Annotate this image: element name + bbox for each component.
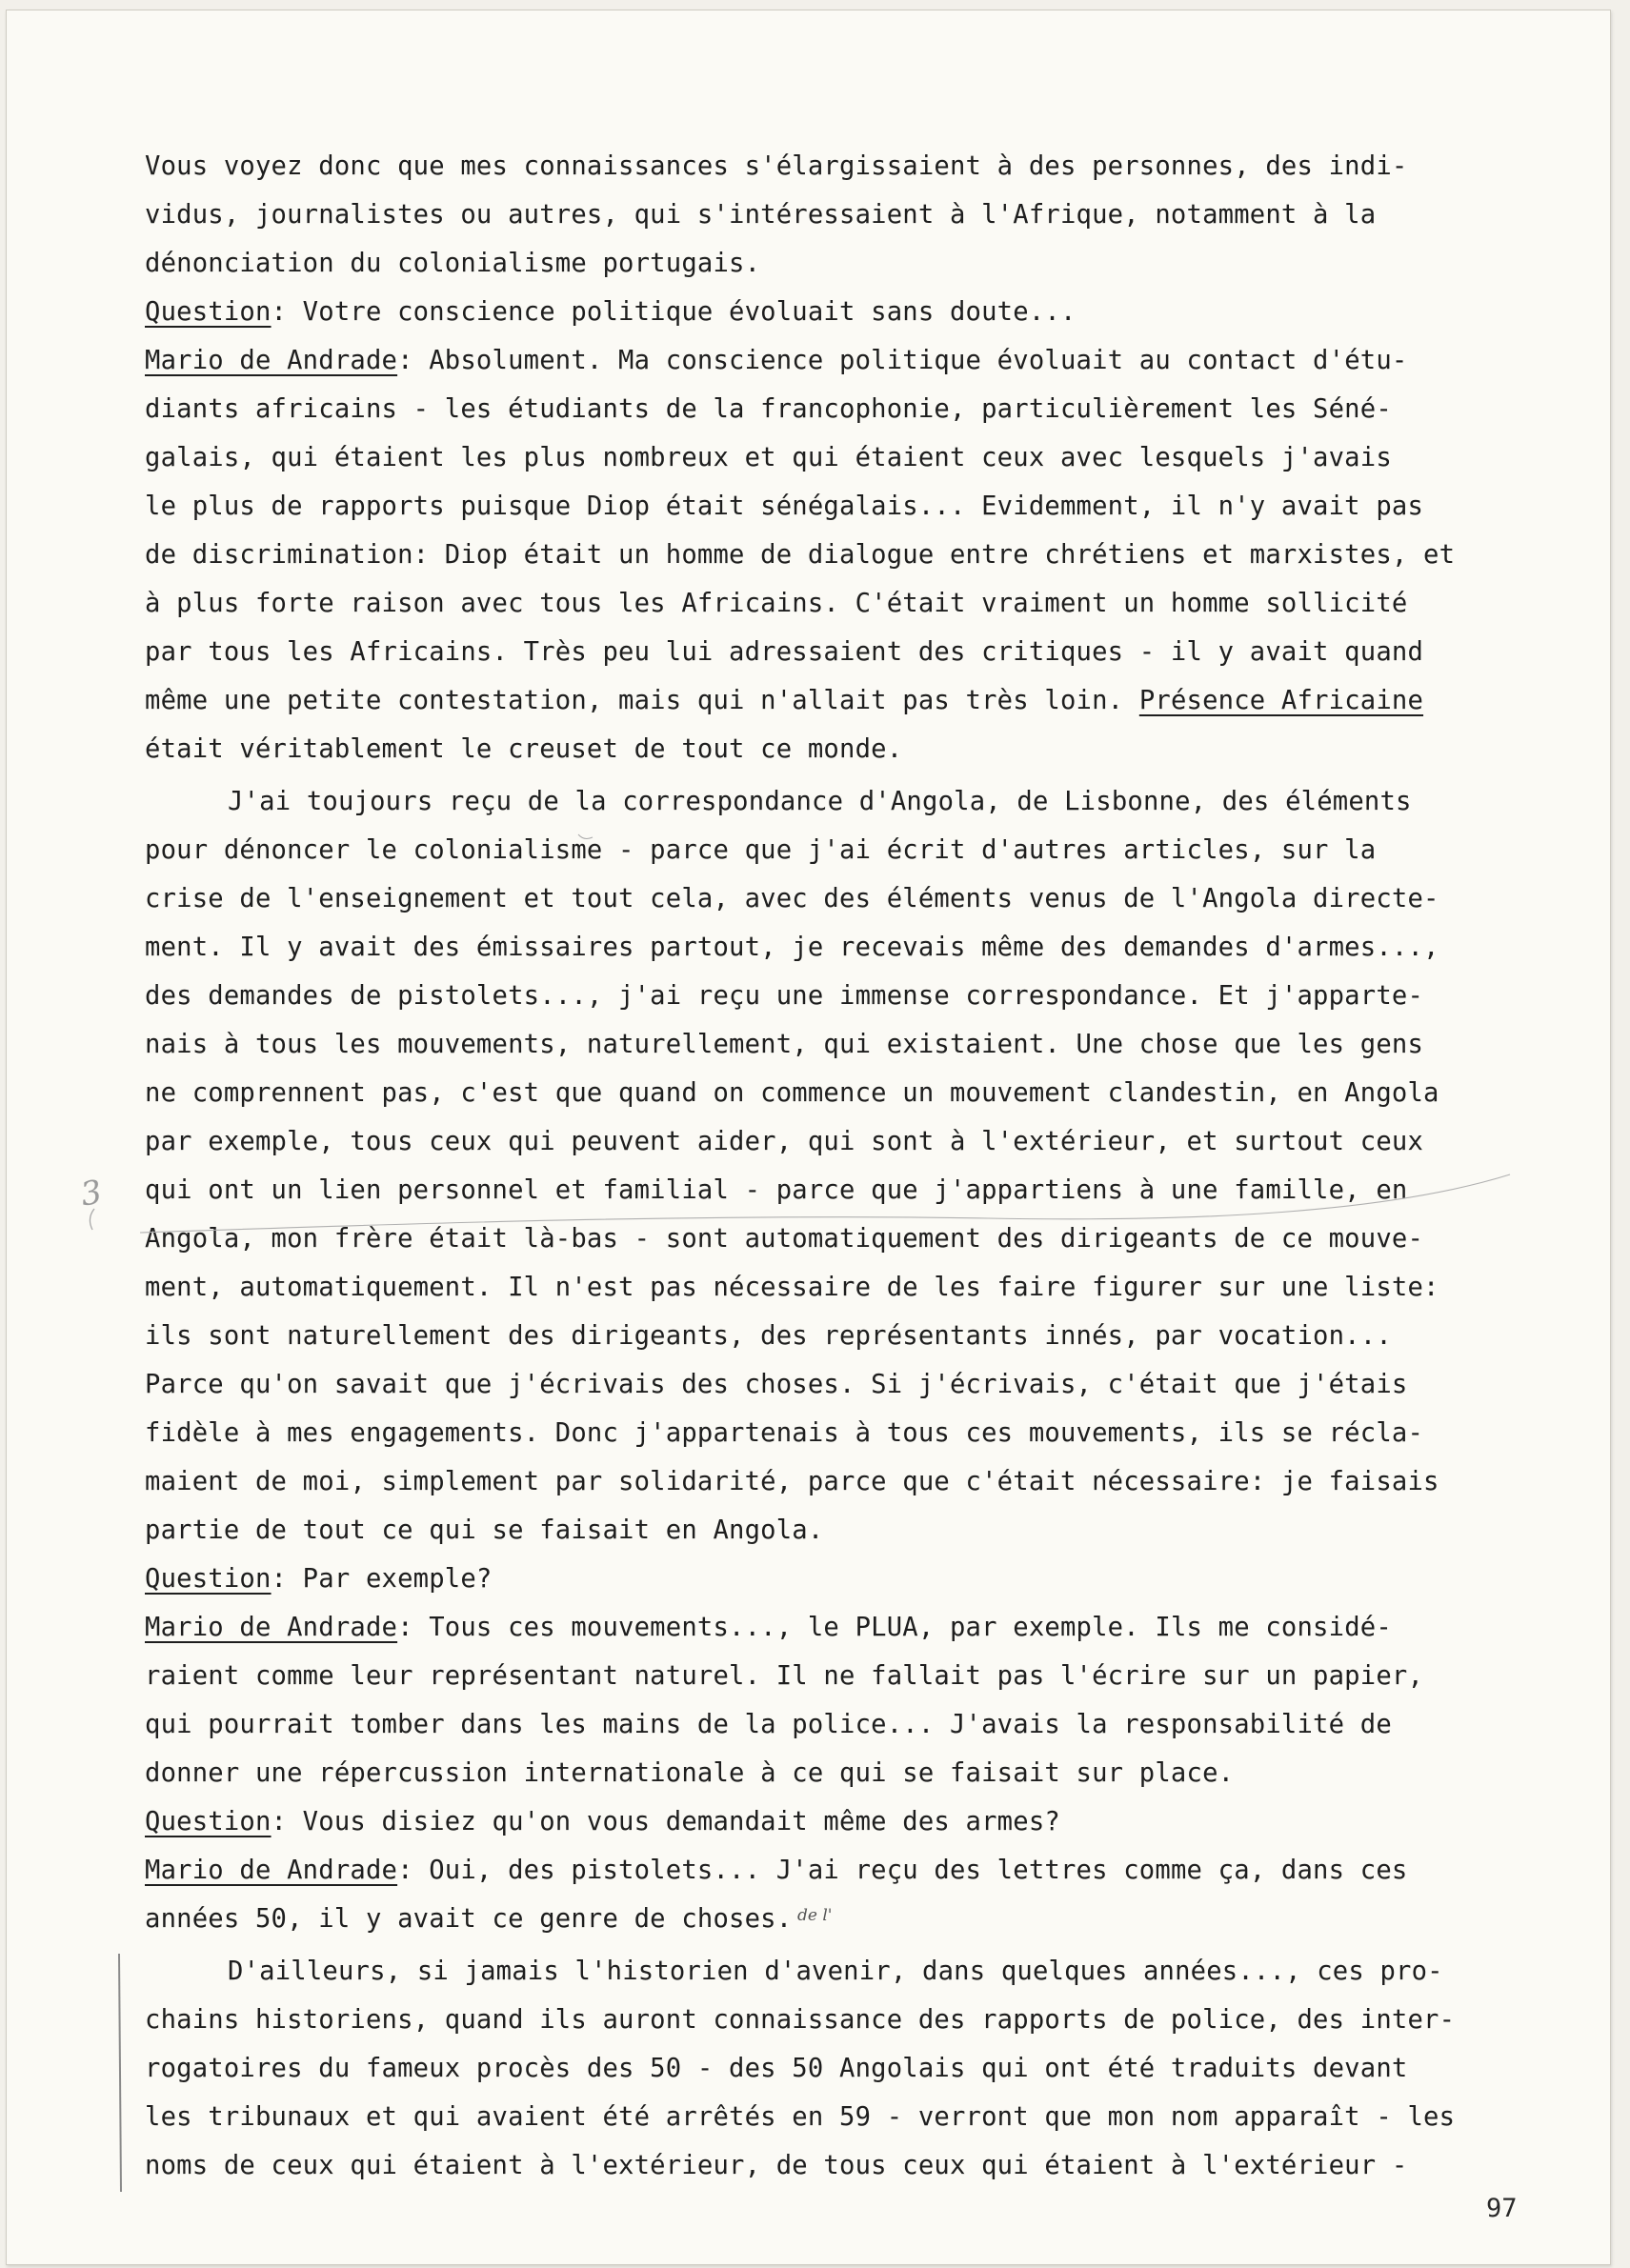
publication-title: Présence Africaine	[1138, 686, 1424, 715]
speaker-label: Question	[145, 297, 272, 327]
text-line: dénonciation du colonialisme portugais.	[145, 249, 761, 278]
text-line: Question: Vous disiez qu'on vous demandait même des armes?	[145, 1807, 1060, 1836]
handwritten-correction: de l'	[797, 1906, 833, 1925]
text-line: qui ont un lien personnel et familial - parce que j'appartiens à une famille, en	[145, 1175, 1408, 1205]
speaker-label: Question	[145, 1564, 272, 1594]
speaker-label: Mario de Andrade	[145, 1856, 398, 1885]
text-line: ment. Il y avait des émissaires partout, je recevais même des demandes d'armes...,	[145, 933, 1439, 962]
text-line: le plus de rapports puisque Diop était sénégalais... Evidemment, il n'y avait pas	[145, 492, 1424, 521]
text-line: galais, qui étaient les plus nombreux et qui étaient ceux avec lesquels j'avais	[145, 443, 1392, 472]
text-line: pour dénoncer le colonialisme - parce que j'ai écrit d'autres articles, sur la	[145, 835, 1377, 865]
text-line: donner une répercussion internationale à ce qui se faisait sur place.	[145, 1758, 1235, 1788]
text-line: Question: Votre conscience politique évoluait sans doute...	[145, 297, 1077, 327]
text-line: années 50, il y avait ce genre de choses.	[145, 1904, 793, 1934]
text-line: diants africains - les étudiants de la francophonie, particulièrement les Séné-	[145, 394, 1392, 424]
text-line: J'ai toujours reçu de la correspondance d'Angola, de Lisbonne, des éléments	[228, 787, 1412, 816]
page-number: 97	[1486, 2194, 1518, 2223]
text-line: vidus, journalistes ou autres, qui s'intéressaient à l'Afrique, notamment à la	[145, 200, 1377, 230]
text-line: crise de l'enseignement et tout cela, avec des éléments venus de l'Angola directe-	[145, 884, 1439, 913]
pencil-marks	[7, 10, 1610, 2264]
text-line: Mario de Andrade: Absolument. Ma conscience politique évoluait au contact d'étu-	[145, 346, 1408, 375]
text-line: Mario de Andrade: Tous ces mouvements..., le PLUA, par exemple. Ils me considé-	[145, 1613, 1392, 1642]
text-line: même une petite contestation, mais qui n'allait pas très loin. Présence Africaine	[145, 686, 1424, 715]
text-line: ment, automatiquement. Il n'est pas nécessaire de les faire figurer sur une liste:	[145, 1273, 1439, 1302]
text-line: qui pourrait tomber dans les mains de la police... J'avais la responsabilité de	[145, 1710, 1392, 1739]
text-line: par exemple, tous ceux qui peuvent aider, qui sont à l'extérieur, et surtout ceux	[145, 1127, 1424, 1156]
text-line: à plus forte raison avec tous les Africains. C'était vraiment un homme sollicité	[145, 589, 1408, 618]
document-page	[6, 10, 1611, 2265]
text-line: ne comprennent pas, c'est que quand on commence un mouvement clandestin, en Angola	[145, 1078, 1439, 1108]
text-line: Parce qu'on savait que j'écrivais des choses. Si j'écrivais, c'était que j'étais	[145, 1370, 1408, 1399]
text-line: de discrimination: Diop était un homme de dialogue entre chrétiens et marxistes, et	[145, 540, 1456, 570]
text-line: des demandes de pistolets..., j'ai reçu une immense correspondance. Et j'apparte-	[145, 981, 1424, 1011]
speaker-label: Mario de Andrade	[145, 346, 398, 375]
text-line: chains historiens, quand ils auront connaissance des rapports de police, des inter-	[145, 2005, 1456, 2035]
text-line: par tous les Africains. Très peu lui adressaient des critiques - il y avait quand	[145, 637, 1424, 667]
text-line: partie de tout ce qui se faisait en Angola.	[145, 1515, 824, 1545]
text-line: maient de moi, simplement par solidarité, parce que c'était nécessaire: je faisais	[145, 1467, 1439, 1496]
text-line: noms de ceux qui étaient à l'extérieur, de tous ceux qui étaient à l'extérieur -	[145, 2151, 1408, 2180]
margin-annotation: 3	[77, 1173, 105, 1214]
text-line: était véritablement le creuset de tout ce monde.	[145, 734, 903, 764]
text-line: Angola, mon frère était là-bas - sont automatiquement des dirigeants de ce mouve-	[145, 1224, 1424, 1254]
text-line: rogatoires du fameux procès des 50 - des 50 Angolais qui ont été traduits devant	[145, 2054, 1408, 2083]
text-line: Mario de Andrade: Oui, des pistolets... J'ai reçu des lettres comme ça, dans ces	[145, 1856, 1408, 1885]
text-line: les tribunaux et qui avaient été arrêtés en 59 - verront que mon nom apparaît - les	[145, 2102, 1456, 2132]
text-line: Vous voyez donc que mes connaissances s'élargissaient à des personnes, des indi-	[145, 151, 1408, 181]
text-line: fidèle à mes engagements. Donc j'appartenais à tous ces mouvements, ils se récla-	[145, 1418, 1424, 1448]
speaker-label: Mario de Andrade	[145, 1613, 398, 1642]
text-line: Question: Par exemple?	[145, 1564, 493, 1594]
text-line: nais à tous les mouvements, naturellement, qui existaient. Une chose que les gens	[145, 1030, 1424, 1059]
text-line: raient comme leur représentant naturel. Il ne fallait pas l'écrire sur un papier,	[145, 1661, 1424, 1691]
speaker-label: Question	[145, 1807, 272, 1836]
text-line: ils sont naturellement des dirigeants, des représentants innés, par vocation...	[145, 1321, 1392, 1351]
text-line: D'ailleurs, si jamais l'historien d'avenir, dans quelques années..., ces pro-	[228, 1957, 1443, 1986]
